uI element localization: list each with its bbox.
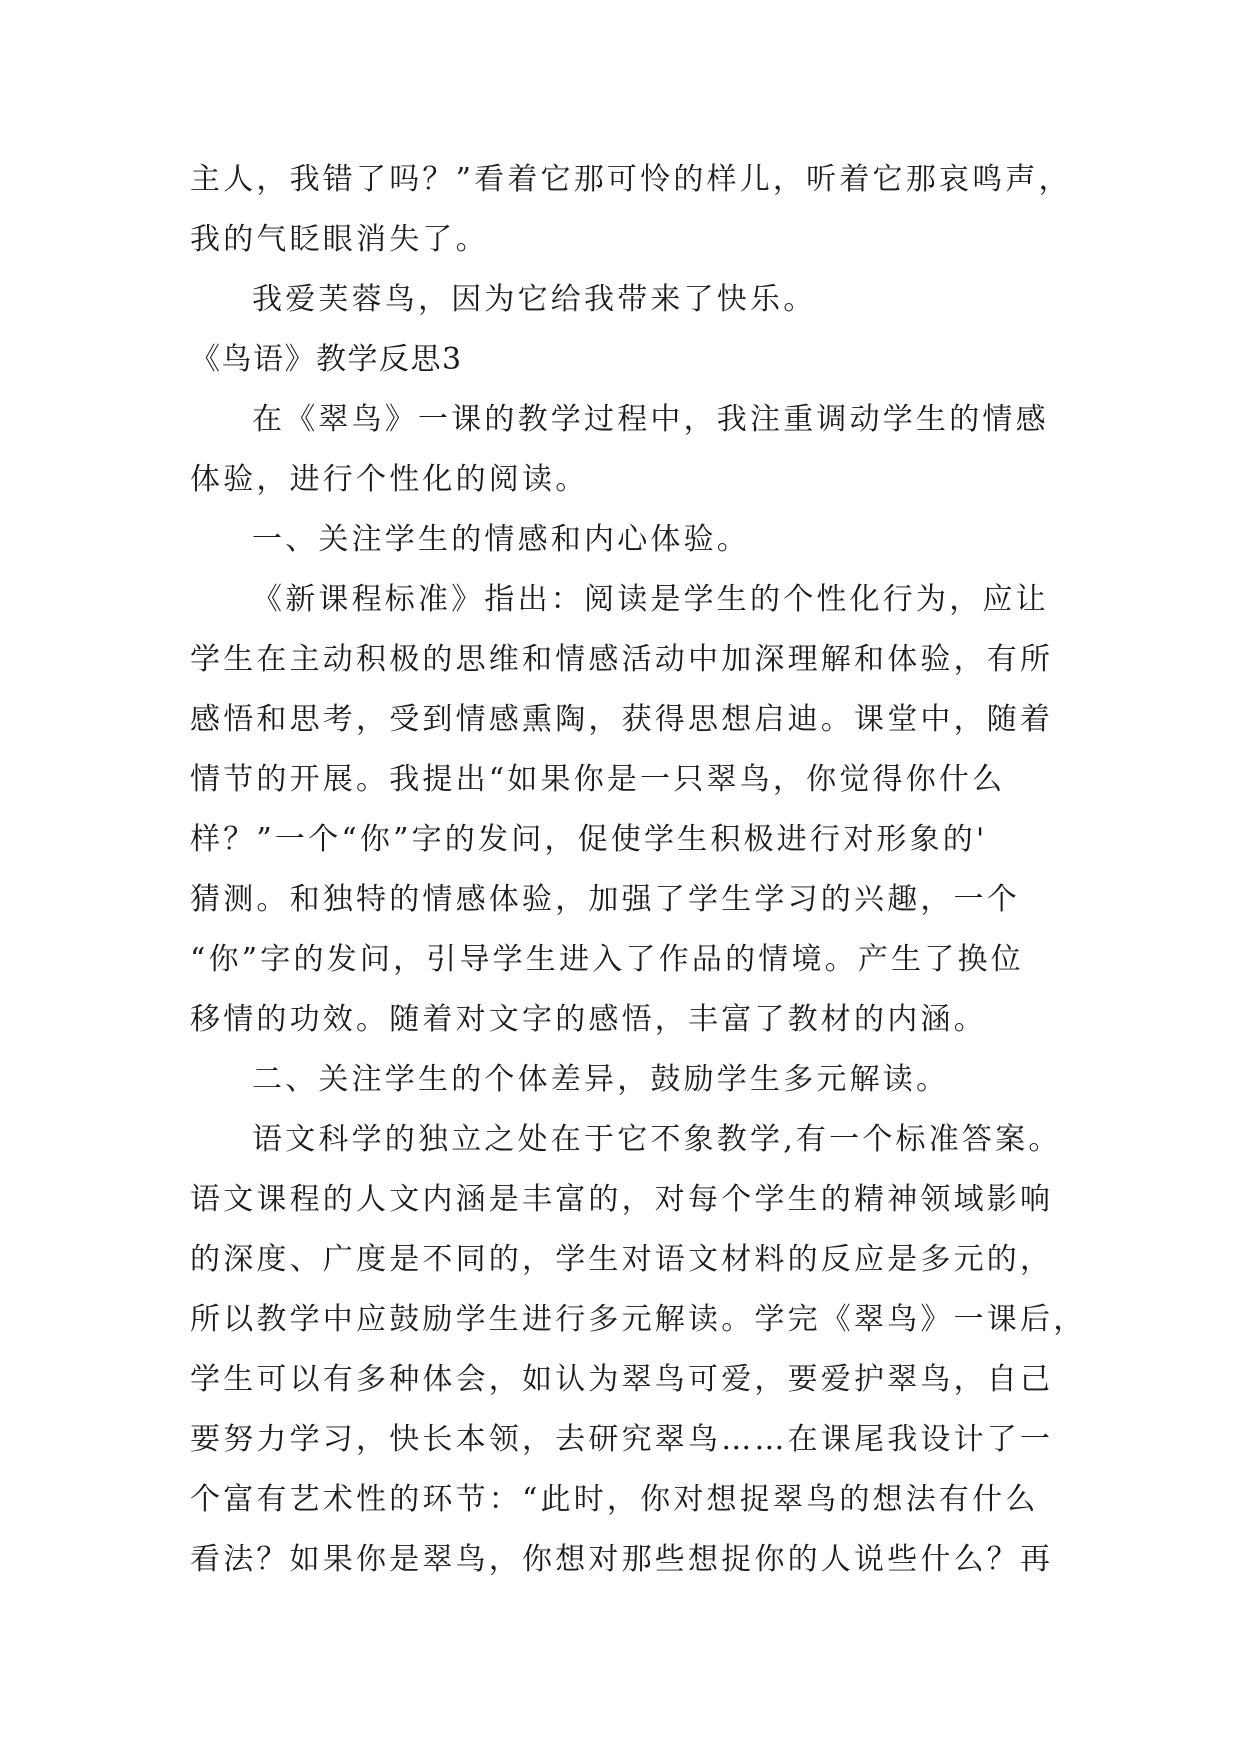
text-line: 二、关注学生的个体差异，鼓励学生多元解读。: [252, 1062, 950, 1097]
text-line: 语文科学的独立之处在于它不象教学,有一个标准答案。: [252, 1122, 1062, 1157]
text-line: 《新课程标准》指出：阅读是学生的个性化行为，应让: [252, 582, 1049, 617]
text-line: 的深度、广度是不同的，学生对语文材料的反应是多元的，: [190, 1242, 1054, 1277]
text-line: 一、关注学生的情感和内心体验。: [252, 522, 750, 557]
text-line: 情节的开展。我提出“如果你是一只翠鸟，你觉得你什么: [190, 762, 1006, 797]
text-line: 猜测。和独特的情感体验，加强了学生学习的兴趣，一个: [190, 882, 1020, 917]
text-line: 样？”一个“你”字的发问，促使学生积极进行对形象的': [190, 822, 988, 857]
text-line: 所以教学中应鼓励学生进行多元解读。学完《翠鸟》一课后，: [190, 1302, 1087, 1337]
text-line: 个富有艺术性的环节：“此时，你对想捉翠鸟的想法有什么: [190, 1482, 1039, 1517]
document-page: [190, 150, 1087, 1590]
document-body: [190, 150, 1087, 1590]
text-line: 我爱芙蓉鸟，因为它给我带来了快乐。: [252, 282, 817, 317]
text-line: 主人，我错了吗？”看着它那可怜的样儿，听着它那哀鸣声，: [190, 162, 1072, 197]
text-line: 体验，进行个性化的阅读。: [190, 462, 589, 497]
text-line: 看法？如果你是翠鸟，你想对那些想捉你的人说些什么？再: [190, 1542, 1054, 1577]
text-line: 在《翠鸟》一课的教学过程中，我注重调动学生的情感: [252, 402, 1049, 437]
section-heading: 《鸟语》教学反思3: [190, 342, 463, 377]
text-line: 学生可以有多种体会，如认为翠鸟可爱，要爱护翠鸟，自己: [190, 1362, 1054, 1397]
text-line: 我的气眨眼消失了。: [190, 222, 489, 257]
text-line: 学生在主动积极的思维和情感活动中加深理解和体验，有所: [190, 642, 1054, 677]
text-line: 要努力学习，快长本领，去研究翠鸟……在课尾我设计了一: [190, 1422, 1054, 1457]
text-line: 感悟和思考，受到情感熏陶，获得思想启迪。课堂中，随着: [190, 702, 1054, 737]
text-line: 移情的功效。随着对文字的感悟，丰富了教材的内涵。: [190, 1002, 987, 1037]
text-line: 语文课程的人文内涵是丰富的，对每个学生的精神领域影响: [190, 1182, 1054, 1217]
text-line: “你”字的发问，引导学生进入了作品的情境。产生了换位: [190, 942, 1024, 977]
